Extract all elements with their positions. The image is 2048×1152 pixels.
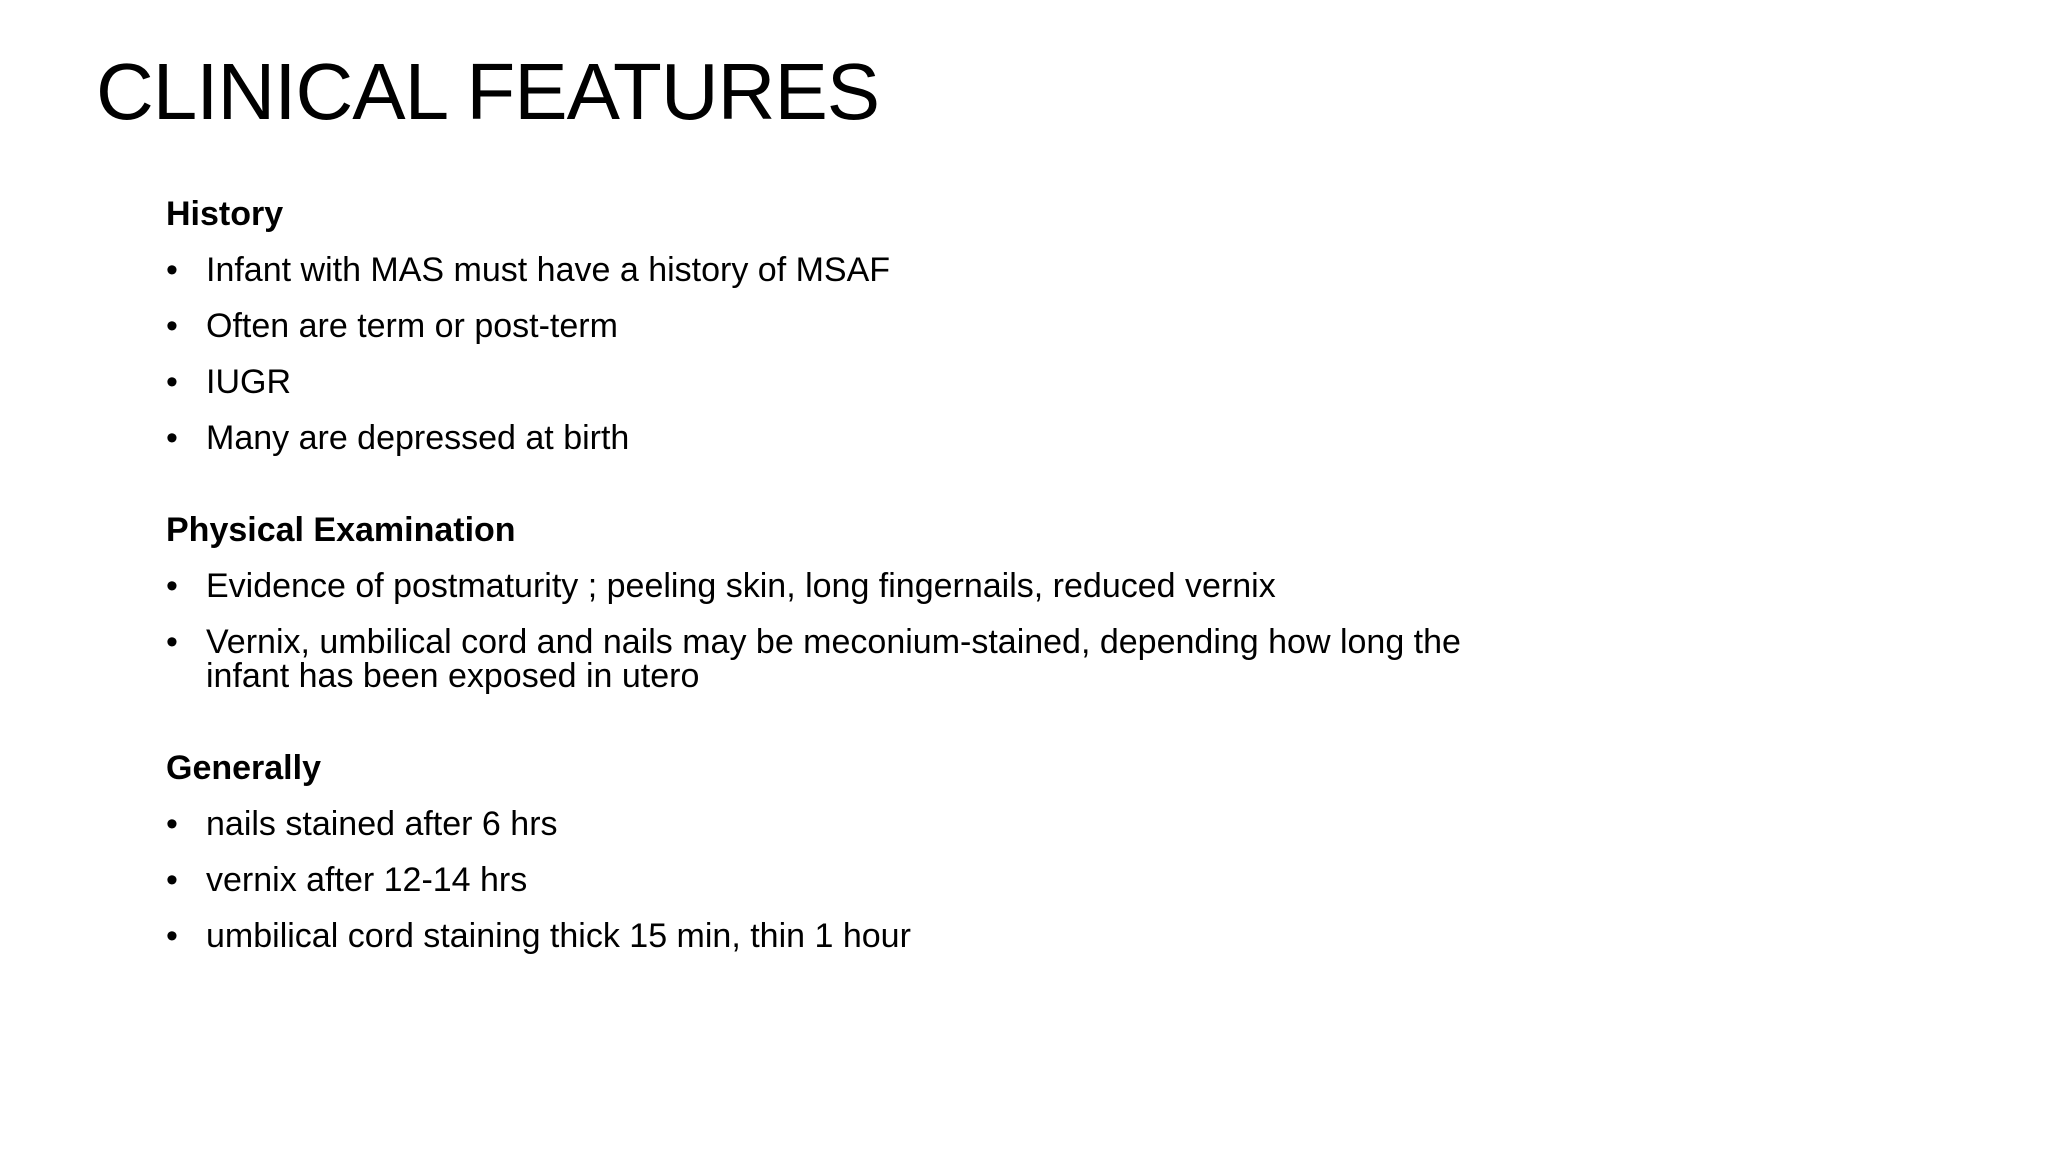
bullet-item	[166, 796, 1526, 852]
bullet-text: Often are term or post-term	[206, 307, 618, 345]
bullet-item	[166, 614, 1526, 704]
bullet-list-generally	[166, 796, 1526, 964]
bullet-text: Infant with MAS must have a history of MSAF	[206, 251, 891, 289]
bullet-item	[166, 558, 1526, 614]
bullet-text: vernix after 12-14 hrs	[206, 861, 528, 899]
bullet-icon: •	[166, 567, 178, 605]
bullet-item	[166, 354, 1526, 410]
bullet-list-history	[166, 242, 1526, 466]
bullet-icon: •	[166, 251, 178, 289]
bullet-list-physical-examination	[166, 558, 1526, 704]
section-generally	[166, 740, 1526, 964]
bullet-text: Many are depressed at birth	[206, 419, 630, 457]
bullet-icon: •	[166, 419, 178, 457]
section-heading-history: History	[166, 195, 284, 233]
bullet-text: nails stained after 6 hrs	[206, 805, 558, 843]
section-history	[166, 186, 1526, 466]
section-physical-examination	[166, 502, 1526, 704]
section-heading-generally: Generally	[166, 749, 321, 787]
bullet-text: umbilical cord staining thick 15 min, thin 1 hour	[206, 917, 911, 955]
bullet-icon: •	[166, 861, 178, 899]
bullet-item	[166, 298, 1526, 354]
bullet-icon: •	[166, 917, 178, 955]
section-heading-physical-examination: Physical Examination	[166, 511, 516, 549]
bullet-icon: •	[166, 623, 178, 661]
bullet-item	[166, 852, 1526, 908]
slide-content	[166, 186, 1526, 1000]
bullet-icon: •	[166, 307, 178, 345]
bullet-item	[166, 410, 1526, 466]
slide-title: CLINICAL FEATURES	[96, 47, 880, 136]
bullet-item	[166, 908, 1526, 964]
bullet-icon: •	[166, 805, 178, 843]
bullet-icon: •	[166, 363, 178, 401]
bullet-item	[166, 242, 1526, 298]
bullet-text: Evidence of postmaturity ; peeling skin, long fingernails, reduced vernix	[206, 567, 1276, 605]
bullet-text: Vernix, umbilical cord and nails may be meconium-stained, depending how long the infant has been exposed in utero	[206, 623, 1461, 695]
bullet-text: IUGR	[206, 363, 291, 401]
